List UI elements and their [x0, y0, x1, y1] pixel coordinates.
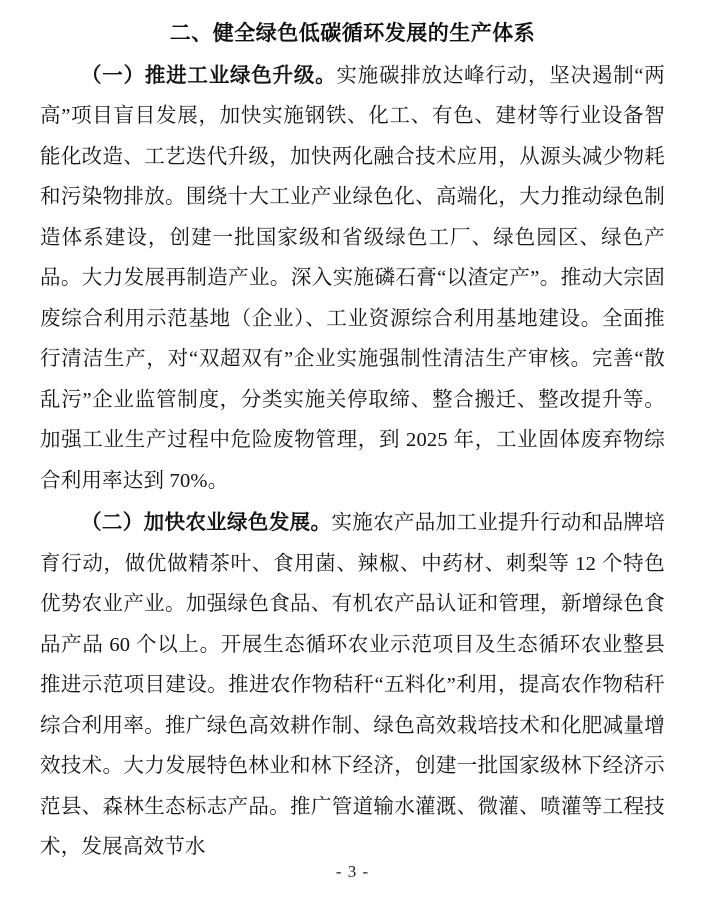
page-number: - 3 -: [335, 862, 370, 881]
paragraph-1-body: 实施碳排放达峰行动，坚决遏制“两高”项目盲目发展，加快实施钢铁、化工、有色、建材等行业设备智能化改造、工艺迭代升级，加快两化融合技术应用，从源头减少物耗和污染物排放。围绕十大工业产业绿色化、高端化，大力推动绿色制造体系建设，创建一批国家级和省级绿色工厂、绿色园区、绿色产品。大力发展再制造产业。深入实施磷石膏“以渣定产”。推动大宗固废综合利用示范基地（企业）、工业资源综合利用基地建设。全面推行清洁生产，对“双超双有”企业实施强制性清洁生产审核。完善“散乱污”企业监管制度，分类实施关停取缔、整合搬迁、整改提升等。加强工业生产过程中危险废物管理，到 2025 年，工业固体废弃物综合利用率达到 70%。: [40, 64, 665, 492]
paragraph-2-lead: （二）加快农业绿色发展。: [81, 512, 332, 534]
paragraph-1-lead: （一）推进工业绿色升级。: [81, 64, 337, 87]
paragraph-2: [40, 503, 665, 868]
paragraph-1: [40, 56, 665, 502]
page-title: 二、健全绿色低碳循环发展的生产体系: [169, 21, 536, 45]
paragraph-2-body: 实施农产品加工业提升行动和品牌培育行动，做优做精茶叶、食用菌、辣椒、中药材、刺梨等 12 个特色优势农业产业。加强绿色食品、有机农产品认证和管理，新增绿色食品产品 60 个以上。开展生态循环农业示范项目及生态循环农业整县推进示范项目建设。推进农作物秸秆“五料化”利用，提高农作物秸秆综合利用率。推广绿色高效耕作制、绿色高效栽培技术和化肥减量增效技术。大力发展特色林业和林下经济，创建一批国家级林下经济示范县、森林生态标志产品。推广管道输水灌溉、微灌、喷灌等工程技术，发展高效节水: [40, 512, 665, 858]
